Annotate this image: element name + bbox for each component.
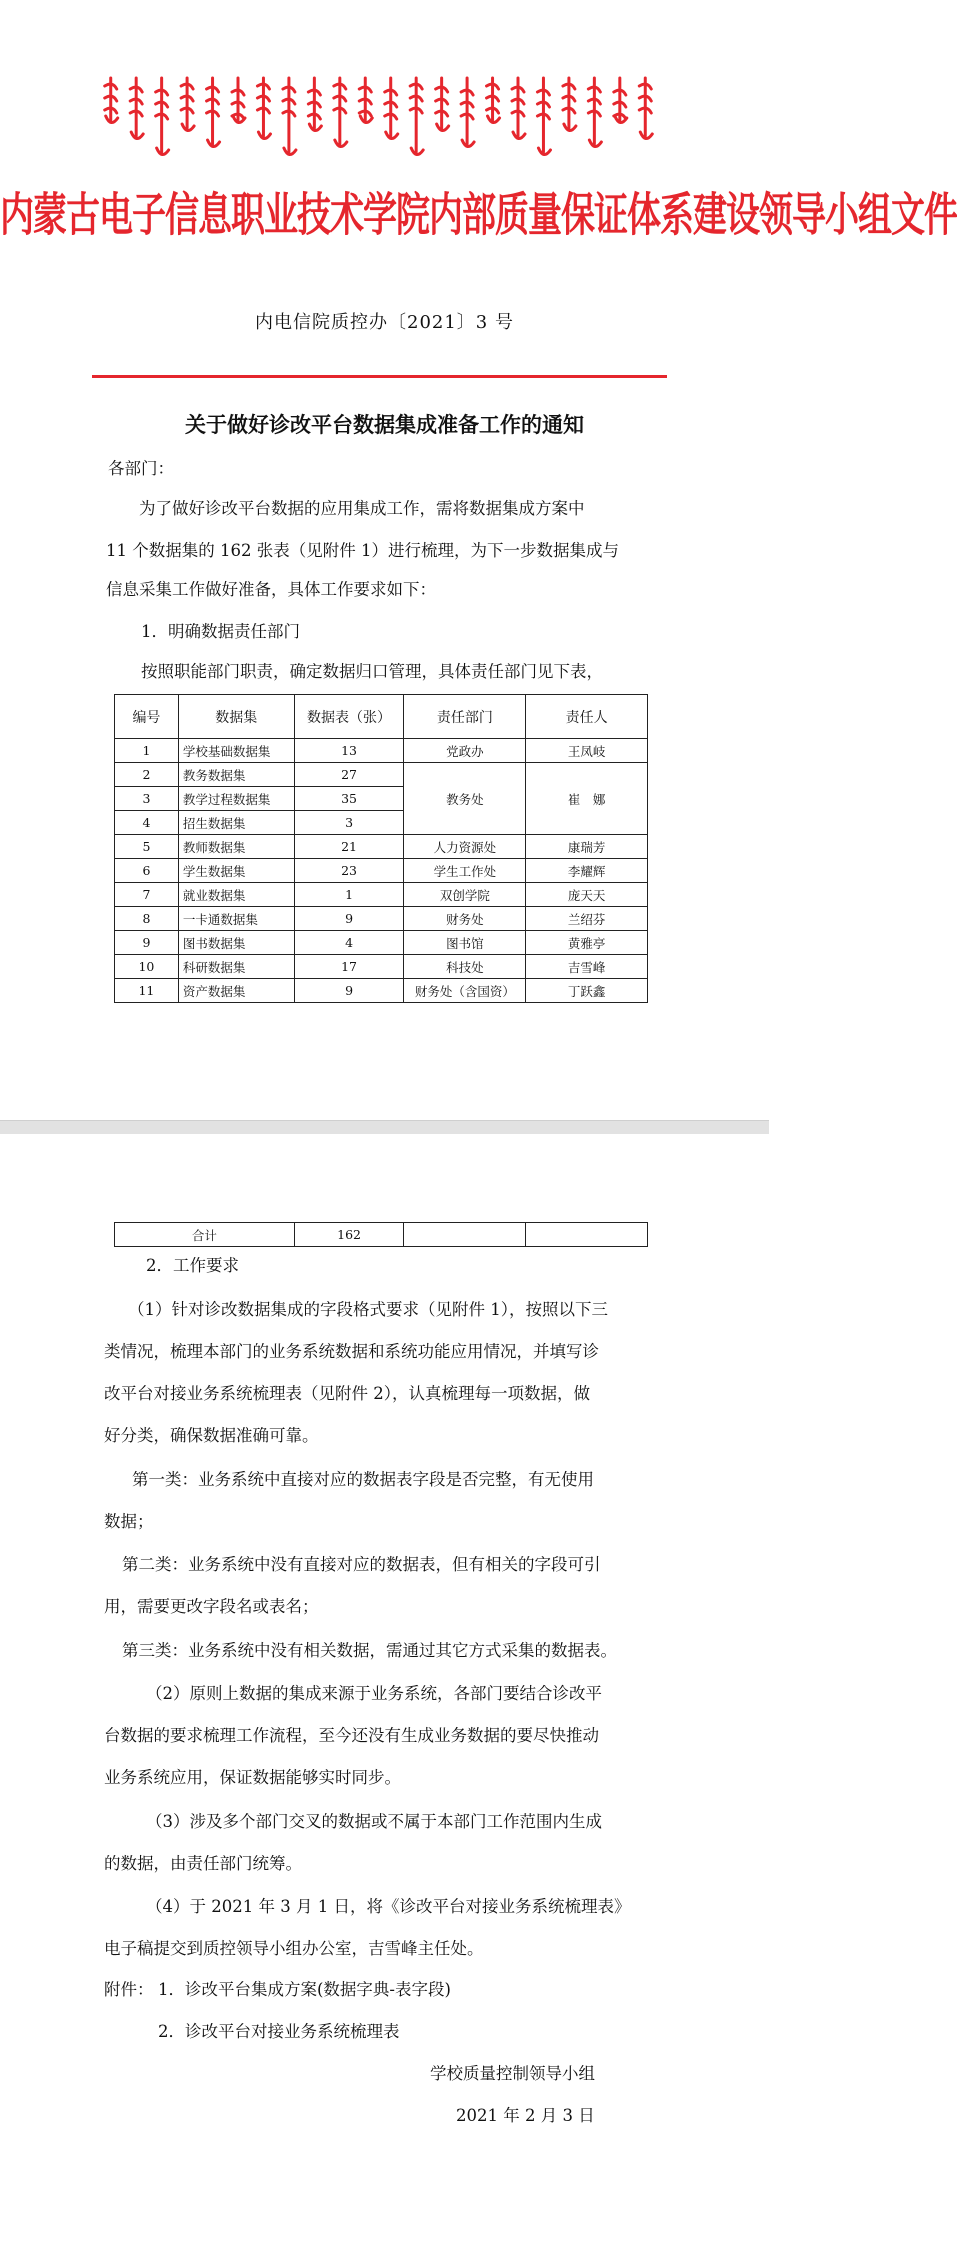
signature-org: 学校质量控制领导小组 — [430, 2064, 595, 2083]
cell-empty — [526, 1223, 648, 1247]
mongolian-glyph — [308, 78, 321, 131]
table-header-row — [115, 695, 648, 739]
mongolian-glyph — [257, 78, 270, 139]
item1-line-2: 类情况，梳理本部门的业务系统数据和系统功能应用情况，并填写诊 — [104, 1342, 599, 1361]
cell-dept-merged: 教务处 — [404, 763, 526, 835]
cell-person: 黄雅亭 — [526, 931, 648, 955]
mongolian-glyph — [130, 78, 143, 139]
issuer-heading: 内蒙古电子信息职业技术学院内部质量保证体系建设领导小组文件 — [0, 188, 957, 243]
mongolian-glyph — [614, 78, 627, 123]
item3-line-2: 的数据，由责任部门统筹。 — [104, 1854, 302, 1873]
mongolian-glyph — [537, 78, 550, 155]
cell-no: 4 — [115, 811, 179, 835]
table-row — [115, 955, 648, 979]
mongolian-glyph — [283, 78, 296, 155]
signature-date: 2021 年 2 月 3 日 — [456, 2106, 595, 2125]
cell-dataset: 资产数据集 — [178, 979, 294, 1003]
cell-person-merged: 崔 娜 — [526, 763, 648, 835]
category3-line-1: 第三类：业务系统中没有相关数据，需通过其它方式采集的数据表。 — [122, 1641, 617, 1660]
table-row — [115, 859, 648, 883]
cell-dataset: 一卡通数据集 — [178, 907, 294, 931]
cell-dataset: 学校基础数据集 — [178, 739, 294, 763]
table-total-row — [115, 1223, 648, 1247]
mongolian-glyph — [461, 78, 474, 147]
table-row — [115, 907, 648, 931]
mongolian-glyph — [181, 78, 194, 131]
table-row — [115, 739, 648, 763]
item1-line-3: 改平台对接业务系统梳理表（见附件 2），认真梳理每一项数据，做 — [104, 1384, 590, 1403]
cell-tables: 27 — [294, 763, 404, 787]
mongolian-glyph — [105, 78, 118, 123]
mongolian-glyph — [385, 78, 398, 139]
cell-dept: 财务处 — [404, 907, 526, 931]
cell-dataset: 教学过程数据集 — [178, 787, 294, 811]
cell-tables: 21 — [294, 835, 404, 859]
cell-person: 吉雪峰 — [526, 955, 648, 979]
table-row — [115, 931, 648, 955]
attachment-1: 1．诊改平台集成方案(数据字典-表字段) — [158, 1980, 451, 1999]
cell-dataset: 招生数据集 — [178, 811, 294, 835]
item2-line-2: 台数据的要求梳理工作流程，至今还没有生成业务数据的要尽快推动 — [104, 1726, 599, 1745]
page-1 — [0, 0, 957, 1120]
cell-person: 丁跃鑫 — [526, 979, 648, 1003]
cell-person: 康瑞芳 — [526, 835, 648, 859]
mongolian-glyph — [207, 78, 220, 147]
category1-line-2: 数据； — [104, 1512, 154, 1531]
item3-line-1: （3）涉及多个部门交叉的数据或不属于本部门工作范围内生成 — [146, 1812, 602, 1831]
cell-no: 3 — [115, 787, 179, 811]
category2-line-1: 第二类：业务系统中没有直接对应的数据表，但有相关的字段可引 — [122, 1555, 601, 1574]
responsibility-table-continued — [114, 1222, 648, 1247]
section1-heading: 1．明确数据责任部门 — [141, 622, 300, 641]
cell-no: 10 — [115, 955, 179, 979]
cell-tables: 23 — [294, 859, 404, 883]
cell-no: 7 — [115, 883, 179, 907]
cell-dept: 党政办 — [404, 739, 526, 763]
category1-line-1: 第一类：业务系统中直接对应的数据表字段是否完整，有无使用 — [132, 1470, 594, 1489]
mongolian-glyph — [512, 78, 525, 139]
cell-person: 庞天天 — [526, 883, 648, 907]
cell-tables: 17 — [294, 955, 404, 979]
mongolian-glyph — [563, 78, 576, 131]
mongolian-glyph — [156, 78, 169, 155]
notice-title: 关于做好诊改平台数据集成准备工作的通知 — [185, 413, 584, 437]
header-cell: 数据表（张） — [294, 695, 404, 739]
cell-total-value: 162 — [294, 1223, 404, 1247]
cell-no: 1 — [115, 739, 179, 763]
cell-tables: 35 — [294, 787, 404, 811]
cell-total-label: 合计 — [115, 1223, 295, 1247]
item1-line-4: 好分类，确保数据准确可靠。 — [104, 1426, 319, 1445]
salutation: 各部门： — [108, 459, 174, 478]
header-cell: 编号 — [115, 695, 179, 739]
document-number: 内电信院质控办〔2021〕3 号 — [255, 312, 514, 333]
cell-no: 9 — [115, 931, 179, 955]
svg-text:ᠥᠪᠥᠷ ᠮᠣᠩᠭᠣᠯ ᠤᠨ ᠴᠠᠬᠢᠯᠭᠠᠨ ᠮᠡᠳᠡᠭᠡ: ᠥᠪᠥᠷ ᠮᠣᠩᠭᠣᠯ ᠤᠨ ᠴᠠᠬᠢᠯᠭᠠᠨ ᠮᠡᠳᠡᠭᠡᠯᠡᠯ ᠤᠨ ᠮᠡᠷᠭᠡᠵᠢᠯ ᠤᠨ ᠲᠧᠬᠨᠢᠺ ᠤᠨ ᠳᠡᠭᠡᠳᠦ ᠰᠤᠷᠭᠠᠭᠤᠯᠢ — [98, 72, 134, 73]
cell-dept: 学生工作处 — [404, 859, 526, 883]
requirements-heading: 2．工作要求 — [146, 1256, 239, 1275]
cell-no: 5 — [115, 835, 179, 859]
mongolian-glyph — [639, 78, 652, 139]
mongolian-glyph — [232, 78, 245, 123]
item4-line-2: 电子稿提交到质控领导小组办公室，吉雪峰主任处。 — [104, 1939, 484, 1958]
header-cell: 责任部门 — [404, 695, 526, 739]
mongolian-glyph — [359, 78, 372, 123]
cell-dataset: 图书数据集 — [178, 931, 294, 955]
cell-tables: 9 — [294, 907, 404, 931]
category2-line-2: 用，需要更改字段名或表名； — [104, 1597, 319, 1616]
cell-no: 11 — [115, 979, 179, 1003]
table-row — [115, 835, 648, 859]
cell-dept: 图书馆 — [404, 931, 526, 955]
cell-tables: 9 — [294, 979, 404, 1003]
mongolian-glyph — [334, 78, 347, 147]
section1-text: 按照职能部门职责，确定数据归口管理，具体责任部门见下表， — [141, 662, 603, 681]
responsibility-table — [114, 694, 648, 1003]
table-row — [115, 763, 648, 787]
attachment-2: 2．诊改平台对接业务系统梳理表 — [158, 2022, 400, 2041]
cell-person: 兰绍芬 — [526, 907, 648, 931]
table-row — [115, 979, 648, 1003]
intro-line-3: 信息采集工作做好准备，具体工作要求如下： — [106, 580, 436, 599]
cell-dept: 人力资源处 — [404, 835, 526, 859]
cell-no: 6 — [115, 859, 179, 883]
attachments-label: 附件： — [104, 1980, 154, 1999]
cell-tables: 3 — [294, 811, 404, 835]
cell-dept: 双创学院 — [404, 883, 526, 907]
mongolian-glyph — [436, 78, 449, 131]
red-divider — [92, 375, 667, 378]
cell-dataset: 学生数据集 — [178, 859, 294, 883]
cell-no: 8 — [115, 907, 179, 931]
mongolian-script-header — [98, 72, 658, 164]
cell-dataset: 教务数据集 — [178, 763, 294, 787]
cell-no: 2 — [115, 763, 179, 787]
cell-dataset: 就业数据集 — [178, 883, 294, 907]
intro-line-2: 11 个数据集的 162 张表（见附件 1）进行梳理，为下一步数据集成与 — [106, 541, 619, 560]
item2-line-3: 业务系统应用，保证数据能够实时同步。 — [104, 1768, 401, 1787]
mongolian-glyph — [410, 78, 423, 155]
header-cell: 数据集 — [178, 695, 294, 739]
mongolian-glyph — [588, 78, 601, 147]
item2-line-1: （2）原则上数据的集成来源于业务系统，各部门要结合诊改平 — [146, 1684, 602, 1703]
cell-tables: 4 — [294, 931, 404, 955]
header-cell: 责任人 — [526, 695, 648, 739]
cell-person: 王凤岐 — [526, 739, 648, 763]
cell-tables: 1 — [294, 883, 404, 907]
cell-dept: 科技处 — [404, 955, 526, 979]
cell-dataset: 教师数据集 — [178, 835, 294, 859]
mongolian-glyph — [487, 78, 500, 123]
item1-line-1: （1）针对诊改数据集成的字段格式要求（见附件 1），按照以下三 — [128, 1300, 608, 1319]
intro-line-1: 为了做好诊改平台数据的应用集成工作，需将数据集成方案中 — [139, 499, 585, 518]
cell-empty — [404, 1223, 526, 1247]
item4-line-1: （4）于 2021 年 3 月 1 日，将《诊改平台对接业务系统梳理表》 — [146, 1897, 631, 1916]
page-2 — [0, 1134, 769, 2241]
cell-dept: 财务处（含国资） — [404, 979, 526, 1003]
cell-dataset: 科研数据集 — [178, 955, 294, 979]
cell-person: 李耀辉 — [526, 859, 648, 883]
table-row — [115, 883, 648, 907]
cell-tables: 13 — [294, 739, 404, 763]
